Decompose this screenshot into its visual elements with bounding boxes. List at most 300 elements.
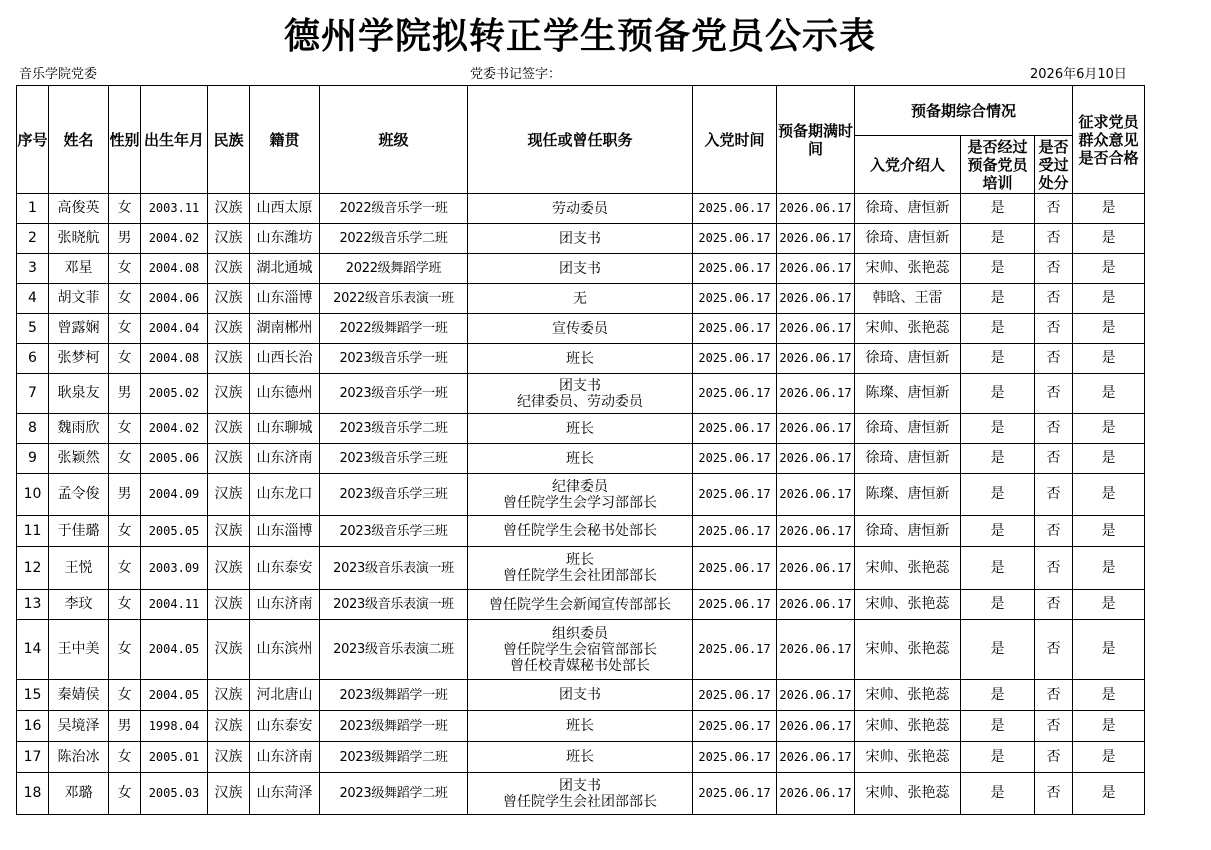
cell-introducer: 宋帅、张艳蕊 <box>855 742 961 773</box>
cell-probation-end: 2026.06.17 <box>777 742 855 773</box>
cell-gender: 女 <box>109 516 141 547</box>
cell-class: 2023级音乐学三班 <box>320 516 468 547</box>
cell-punished: 否 <box>1035 284 1073 314</box>
table-row <box>17 344 1145 374</box>
cell-opinion: 是 <box>1073 284 1145 314</box>
table-row <box>17 773 1145 815</box>
cell-ethnicity: 汉族 <box>208 547 250 590</box>
cell-probation-end: 2026.06.17 <box>777 284 855 314</box>
cell-probation-end: 2026.06.17 <box>777 254 855 284</box>
cell-seq: 18 <box>17 773 49 815</box>
table-row <box>17 547 1145 590</box>
cell-join-date: 2025.06.17 <box>693 742 777 773</box>
duty-line: 组织委员 <box>552 625 608 642</box>
cell-join-date: 2025.06.17 <box>693 284 777 314</box>
cell-ethnicity: 汉族 <box>208 344 250 374</box>
cell-trained: 是 <box>961 474 1035 516</box>
cell-class: 2023级舞蹈学一班 <box>320 711 468 742</box>
cell-gender: 男 <box>109 474 141 516</box>
cell-trained: 是 <box>961 374 1035 414</box>
cell-gender: 男 <box>109 374 141 414</box>
cell-name: 王悦 <box>49 547 109 590</box>
header-gender: 性别 <box>109 86 141 194</box>
duty-line: 班长 <box>566 552 594 568</box>
table-row <box>17 194 1145 224</box>
duty-line: 团支书 <box>559 230 601 247</box>
cell-name: 孟令俊 <box>49 474 109 516</box>
table-row <box>17 742 1145 773</box>
header-seq: 序号 <box>17 86 49 194</box>
cell-class: 2023级舞蹈学一班 <box>320 680 468 711</box>
cell-opinion: 是 <box>1073 680 1145 711</box>
cell-opinion: 是 <box>1073 711 1145 742</box>
cell-seq: 8 <box>17 414 49 444</box>
cell-native: 山东济南 <box>250 590 320 620</box>
duty-line: 班长 <box>566 718 594 734</box>
duty-line: 无 <box>573 290 587 307</box>
cell-seq: 6 <box>17 344 49 374</box>
cell-probation-end: 2026.06.17 <box>777 680 855 711</box>
header-probation-end: 预备期满时间 <box>777 86 855 194</box>
cell-birth: 2004.02 <box>141 224 208 254</box>
cell-opinion: 是 <box>1073 474 1145 516</box>
cell-duty <box>468 620 693 680</box>
cell-ethnicity: 汉族 <box>208 284 250 314</box>
cell-opinion: 是 <box>1073 414 1145 444</box>
cell-duty <box>468 314 693 344</box>
cell-seq: 15 <box>17 680 49 711</box>
cell-name: 吴境泽 <box>49 711 109 742</box>
cell-seq: 4 <box>17 284 49 314</box>
cell-class: 2023级音乐学一班 <box>320 374 468 414</box>
cell-punished: 否 <box>1035 414 1073 444</box>
cell-native: 山东泰安 <box>250 711 320 742</box>
cell-join-date: 2025.06.17 <box>693 374 777 414</box>
cell-birth: 2005.05 <box>141 516 208 547</box>
cell-name: 于佳璐 <box>49 516 109 547</box>
header-punished: 是否受过处分 <box>1035 136 1073 194</box>
duty-line: 劳动委员 <box>552 200 608 217</box>
header-trained: 是否经过预备党员培训 <box>961 136 1035 194</box>
cell-punished: 否 <box>1035 590 1073 620</box>
cell-birth: 2005.03 <box>141 773 208 815</box>
cell-trained: 是 <box>961 444 1035 474</box>
cell-native: 山东龙口 <box>250 474 320 516</box>
cell-punished: 否 <box>1035 194 1073 224</box>
table-row <box>17 680 1145 711</box>
cell-join-date: 2025.06.17 <box>693 547 777 590</box>
cell-ethnicity: 汉族 <box>208 444 250 474</box>
cell-native: 山东滨州 <box>250 620 320 680</box>
cell-opinion: 是 <box>1073 773 1145 815</box>
cell-native: 湖北通城 <box>250 254 320 284</box>
member-table <box>16 85 1145 815</box>
cell-trained: 是 <box>961 224 1035 254</box>
cell-ethnicity: 汉族 <box>208 773 250 815</box>
cell-trained: 是 <box>961 773 1035 815</box>
cell-birth: 2003.11 <box>141 194 208 224</box>
cell-duty <box>468 444 693 474</box>
header-opinion: 征求党员群众意见是否合格 <box>1073 86 1145 194</box>
cell-ethnicity: 汉族 <box>208 711 250 742</box>
cell-native: 山东济南 <box>250 444 320 474</box>
cell-introducer: 宋帅、张艳蕊 <box>855 711 961 742</box>
cell-introducer: 韩晗、王雷 <box>855 284 961 314</box>
cell-birth: 2005.01 <box>141 742 208 773</box>
cell-duty <box>468 773 693 815</box>
cell-ethnicity: 汉族 <box>208 254 250 284</box>
cell-class: 2023级音乐学三班 <box>320 474 468 516</box>
cell-opinion: 是 <box>1073 516 1145 547</box>
table-row <box>17 414 1145 444</box>
cell-native: 山东聊城 <box>250 414 320 444</box>
cell-gender: 女 <box>109 620 141 680</box>
cell-opinion: 是 <box>1073 314 1145 344</box>
cell-introducer: 徐琦、唐恒新 <box>855 344 961 374</box>
table-header <box>17 86 1145 194</box>
cell-probation-end: 2026.06.17 <box>777 374 855 414</box>
duty-line: 曾任院学生会宿管部部长 <box>503 641 657 658</box>
cell-native: 山东泰安 <box>250 547 320 590</box>
header-introducer: 入党介绍人 <box>855 136 961 194</box>
table-row <box>17 284 1145 314</box>
cell-opinion: 是 <box>1073 254 1145 284</box>
cell-probation-end: 2026.06.17 <box>777 547 855 590</box>
duty-line: 团支书 <box>559 377 601 394</box>
cell-trained: 是 <box>961 194 1035 224</box>
cell-probation-end: 2026.06.17 <box>777 590 855 620</box>
cell-duty <box>468 474 693 516</box>
cell-seq: 16 <box>17 711 49 742</box>
cell-introducer: 宋帅、张艳蕊 <box>855 620 961 680</box>
cell-probation-end: 2026.06.17 <box>777 711 855 742</box>
cell-class: 2022级音乐表演一班 <box>320 284 468 314</box>
cell-trained: 是 <box>961 284 1035 314</box>
table-row <box>17 374 1145 414</box>
cell-native: 山东潍坊 <box>250 224 320 254</box>
cell-name: 魏雨欣 <box>49 414 109 444</box>
header-class: 班级 <box>320 86 468 194</box>
cell-class: 2023级音乐表演一班 <box>320 547 468 590</box>
cell-trained: 是 <box>961 516 1035 547</box>
cell-gender: 女 <box>109 773 141 815</box>
cell-duty <box>468 742 693 773</box>
duty-line: 曾任院学生会社团部部长 <box>503 793 657 810</box>
cell-name: 胡文菲 <box>49 284 109 314</box>
table-row <box>17 516 1145 547</box>
table-body <box>17 194 1145 815</box>
cell-seq: 5 <box>17 314 49 344</box>
duty-line: 班长 <box>566 450 594 467</box>
cell-punished: 否 <box>1035 344 1073 374</box>
cell-birth: 2004.05 <box>141 620 208 680</box>
cell-introducer: 徐琦、唐恒新 <box>855 516 961 547</box>
cell-probation-end: 2026.06.17 <box>777 444 855 474</box>
header-birth: 出生年月 <box>141 86 208 194</box>
cell-join-date: 2025.06.17 <box>693 224 777 254</box>
cell-name: 张梦柯 <box>49 344 109 374</box>
cell-birth: 1998.04 <box>141 711 208 742</box>
cell-probation-end: 2026.06.17 <box>777 194 855 224</box>
duty-line: 曾任校青媒秘书处部长 <box>510 657 650 674</box>
cell-name: 邓星 <box>49 254 109 284</box>
cell-duty <box>468 284 693 314</box>
cell-gender: 女 <box>109 444 141 474</box>
cell-seq: 9 <box>17 444 49 474</box>
cell-native: 山东菏泽 <box>250 773 320 815</box>
cell-ethnicity: 汉族 <box>208 680 250 711</box>
cell-seq: 13 <box>17 590 49 620</box>
cell-opinion: 是 <box>1073 547 1145 590</box>
cell-introducer: 宋帅、张艳蕊 <box>855 314 961 344</box>
cell-punished: 否 <box>1035 547 1073 590</box>
cell-join-date: 2025.06.17 <box>693 773 777 815</box>
duty-line: 班长 <box>566 420 594 437</box>
cell-seq: 3 <box>17 254 49 284</box>
cell-opinion: 是 <box>1073 590 1145 620</box>
duty-line: 班长 <box>566 749 594 765</box>
cell-name: 高俊英 <box>49 194 109 224</box>
cell-punished: 否 <box>1035 620 1073 680</box>
cell-birth: 2005.02 <box>141 374 208 414</box>
cell-gender: 女 <box>109 547 141 590</box>
cell-join-date: 2025.06.17 <box>693 414 777 444</box>
cell-duty <box>468 224 693 254</box>
cell-seq: 11 <box>17 516 49 547</box>
cell-trained: 是 <box>961 742 1035 773</box>
cell-duty <box>468 344 693 374</box>
cell-seq: 12 <box>17 547 49 590</box>
cell-ethnicity: 汉族 <box>208 194 250 224</box>
cell-ethnicity: 汉族 <box>208 620 250 680</box>
cell-duty <box>468 547 693 590</box>
cell-seq: 17 <box>17 742 49 773</box>
cell-opinion: 是 <box>1073 742 1145 773</box>
cell-introducer: 宋帅、张艳蕊 <box>855 590 961 620</box>
cell-opinion: 是 <box>1073 344 1145 374</box>
cell-seq: 1 <box>17 194 49 224</box>
duty-line: 班长 <box>566 350 594 367</box>
cell-gender: 女 <box>109 194 141 224</box>
cell-trained: 是 <box>961 680 1035 711</box>
cell-name: 张晓航 <box>49 224 109 254</box>
cell-seq: 2 <box>17 224 49 254</box>
cell-class: 2023级音乐表演二班 <box>320 620 468 680</box>
cell-punished: 否 <box>1035 516 1073 547</box>
cell-ethnicity: 汉族 <box>208 516 250 547</box>
cell-birth: 2004.08 <box>141 254 208 284</box>
cell-gender: 女 <box>109 680 141 711</box>
cell-join-date: 2025.06.17 <box>693 254 777 284</box>
cell-punished: 否 <box>1035 374 1073 414</box>
cell-name: 曾露娴 <box>49 314 109 344</box>
cell-trained: 是 <box>961 254 1035 284</box>
cell-join-date: 2025.06.17 <box>693 474 777 516</box>
cell-gender: 女 <box>109 284 141 314</box>
cell-trained: 是 <box>961 414 1035 444</box>
cell-gender: 女 <box>109 742 141 773</box>
cell-native: 山西长治 <box>250 344 320 374</box>
cell-introducer: 宋帅、张艳蕊 <box>855 254 961 284</box>
cell-probation-end: 2026.06.17 <box>777 344 855 374</box>
cell-birth: 2004.04 <box>141 314 208 344</box>
cell-name: 王中美 <box>49 620 109 680</box>
cell-join-date: 2025.06.17 <box>693 620 777 680</box>
cell-join-date: 2025.06.17 <box>693 314 777 344</box>
cell-class: 2023级音乐学一班 <box>320 344 468 374</box>
cell-join-date: 2025.06.17 <box>693 711 777 742</box>
cell-punished: 否 <box>1035 444 1073 474</box>
cell-native: 河北唐山 <box>250 680 320 711</box>
cell-join-date: 2025.06.17 <box>693 590 777 620</box>
cell-native: 山东德州 <box>250 374 320 414</box>
cell-class: 2023级音乐学二班 <box>320 414 468 444</box>
cell-probation-end: 2026.06.17 <box>777 414 855 444</box>
cell-birth: 2004.06 <box>141 284 208 314</box>
cell-opinion: 是 <box>1073 620 1145 680</box>
cell-gender: 女 <box>109 414 141 444</box>
cell-class: 2023级舞蹈学二班 <box>320 773 468 815</box>
table-row <box>17 620 1145 680</box>
cell-punished: 否 <box>1035 680 1073 711</box>
cell-ethnicity: 汉族 <box>208 374 250 414</box>
cell-birth: 2004.08 <box>141 344 208 374</box>
cell-introducer: 徐琦、唐恒新 <box>855 444 961 474</box>
cell-class: 2022级舞蹈学一班 <box>320 314 468 344</box>
cell-ethnicity: 汉族 <box>208 474 250 516</box>
cell-probation-end: 2026.06.17 <box>777 314 855 344</box>
cell-probation-end: 2026.06.17 <box>777 224 855 254</box>
cell-native: 山西太原 <box>250 194 320 224</box>
cell-trained: 是 <box>961 314 1035 344</box>
duty-line: 纪律委员 <box>552 478 608 495</box>
cell-trained: 是 <box>961 620 1035 680</box>
cell-birth: 2003.09 <box>141 547 208 590</box>
cell-trained: 是 <box>961 590 1035 620</box>
cell-probation-end: 2026.06.17 <box>777 474 855 516</box>
cell-join-date: 2025.06.17 <box>693 516 777 547</box>
duty-line: 曾任院学生会秘书处部长 <box>503 523 657 539</box>
cell-join-date: 2025.06.17 <box>693 194 777 224</box>
cell-birth: 2005.06 <box>141 444 208 474</box>
cell-seq: 7 <box>17 374 49 414</box>
cell-punished: 否 <box>1035 224 1073 254</box>
cell-introducer: 徐琦、唐恒新 <box>855 194 961 224</box>
cell-name: 陈治冰 <box>49 742 109 773</box>
cell-join-date: 2025.06.17 <box>693 680 777 711</box>
cell-punished: 否 <box>1035 474 1073 516</box>
cell-duty <box>468 590 693 620</box>
cell-class: 2023级音乐表演一班 <box>320 590 468 620</box>
table-row <box>17 444 1145 474</box>
cell-class: 2023级音乐学三班 <box>320 444 468 474</box>
cell-duty <box>468 414 693 444</box>
cell-gender: 女 <box>109 344 141 374</box>
cell-introducer: 徐琦、唐恒新 <box>855 414 961 444</box>
cell-opinion: 是 <box>1073 194 1145 224</box>
cell-class: 2022级舞蹈学班 <box>320 254 468 284</box>
cell-ethnicity: 汉族 <box>208 224 250 254</box>
cell-opinion: 是 <box>1073 444 1145 474</box>
cell-native: 湖南郴州 <box>250 314 320 344</box>
cell-introducer: 宋帅、张艳蕊 <box>855 773 961 815</box>
cell-birth: 2004.09 <box>141 474 208 516</box>
cell-trained: 是 <box>961 547 1035 590</box>
header-name: 姓名 <box>49 86 109 194</box>
cell-birth: 2004.05 <box>141 680 208 711</box>
cell-punished: 否 <box>1035 254 1073 284</box>
document-title: 德州学院拟转正学生预备党员公示表 <box>283 15 876 57</box>
cell-duty <box>468 680 693 711</box>
cell-birth: 2004.11 <box>141 590 208 620</box>
duty-line: 团支书 <box>559 260 601 277</box>
cell-join-date: 2025.06.17 <box>693 344 777 374</box>
cell-probation-end: 2026.06.17 <box>777 620 855 680</box>
cell-class: 2022级音乐学二班 <box>320 224 468 254</box>
cell-introducer: 宋帅、张艳蕊 <box>855 680 961 711</box>
cell-gender: 女 <box>109 590 141 620</box>
cell-gender: 女 <box>109 314 141 344</box>
header-probation-group: 预备期综合情况 <box>855 86 1073 136</box>
signature-label: 党委书记签字： <box>470 67 562 82</box>
cell-ethnicity: 汉族 <box>208 590 250 620</box>
header-duty: 现任或曾任职务 <box>468 86 693 194</box>
duty-line: 团支书 <box>559 777 601 794</box>
cell-ethnicity: 汉族 <box>208 314 250 344</box>
duty-line: 曾任院学生会社团部部长 <box>503 568 657 584</box>
header-ethnicity: 民族 <box>208 86 250 194</box>
org-name: 音乐学院党委 <box>19 67 98 82</box>
table-row <box>17 314 1145 344</box>
cell-introducer: 徐琦、唐恒新 <box>855 224 961 254</box>
cell-punished: 否 <box>1035 742 1073 773</box>
cell-duty <box>468 374 693 414</box>
cell-trained: 是 <box>961 711 1035 742</box>
cell-name: 耿泉友 <box>49 374 109 414</box>
duty-line: 曾任院学生会学习部部长 <box>503 494 657 511</box>
table-row <box>17 474 1145 516</box>
cell-native: 山东济南 <box>250 742 320 773</box>
cell-class: 2022级音乐学一班 <box>320 194 468 224</box>
cell-seq: 14 <box>17 620 49 680</box>
cell-probation-end: 2026.06.17 <box>777 516 855 547</box>
document-date: 2026年6月10日 <box>1030 67 1127 82</box>
cell-name: 张颖然 <box>49 444 109 474</box>
cell-native: 山东淄博 <box>250 284 320 314</box>
cell-gender: 男 <box>109 711 141 742</box>
table-row <box>17 711 1145 742</box>
cell-native: 山东淄博 <box>250 516 320 547</box>
duty-line: 曾任院学生会新闻宣传部部长 <box>489 596 671 613</box>
cell-duty <box>468 711 693 742</box>
cell-opinion: 是 <box>1073 224 1145 254</box>
cell-ethnicity: 汉族 <box>208 742 250 773</box>
cell-class: 2023级舞蹈学二班 <box>320 742 468 773</box>
cell-birth: 2004.02 <box>141 414 208 444</box>
cell-trained: 是 <box>961 344 1035 374</box>
cell-punished: 否 <box>1035 711 1073 742</box>
cell-introducer: 陈璨、唐恒新 <box>855 474 961 516</box>
cell-probation-end: 2026.06.17 <box>777 773 855 815</box>
duty-line: 宣传委员 <box>552 320 608 337</box>
cell-name: 秦婧侯 <box>49 680 109 711</box>
duty-line: 团支书 <box>559 687 601 703</box>
cell-duty <box>468 516 693 547</box>
cell-opinion: 是 <box>1073 374 1145 414</box>
cell-gender: 女 <box>109 254 141 284</box>
duty-line: 纪律委员、劳动委员 <box>517 393 643 410</box>
table-row <box>17 590 1145 620</box>
